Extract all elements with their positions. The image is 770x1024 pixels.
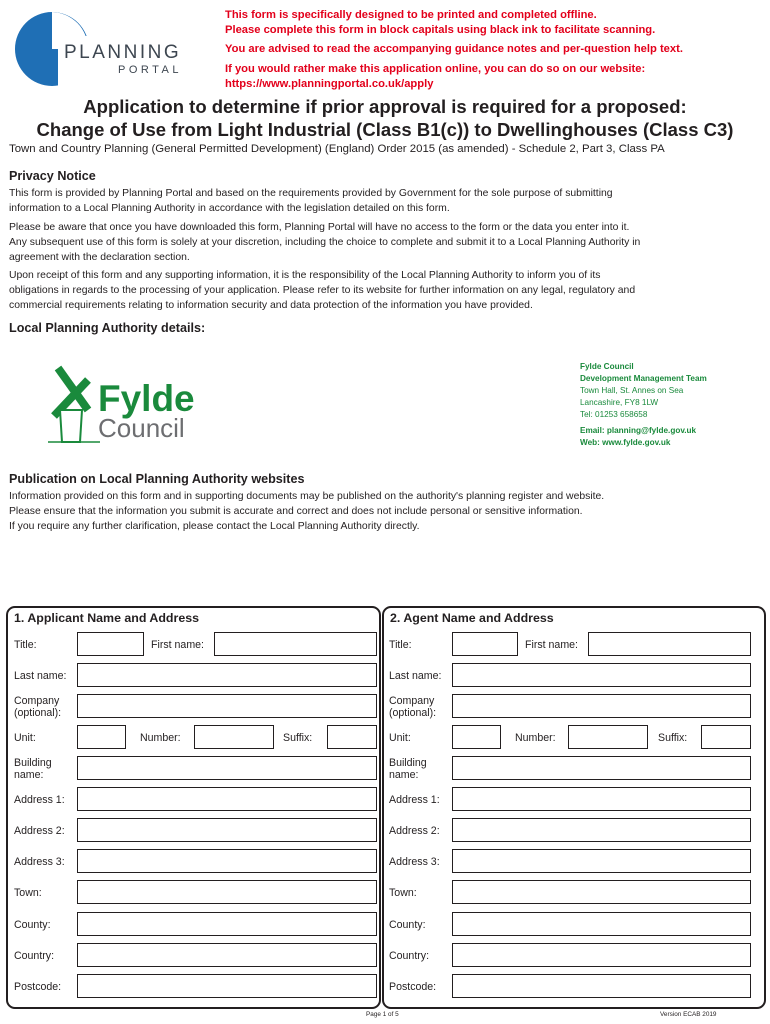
applicant-panel [6, 606, 381, 1009]
applicant-county-input[interactable] [77, 912, 377, 936]
applicant-last-name-label: Last name: [14, 670, 67, 682]
privacy-line-4: Any subsequent use of this form is solely at your discretion, including the choice to complete and submit it to a Local Planning Authority in [9, 237, 641, 248]
page-title-line2: Change of Use from Light Industrial (Class B1(c)) to Dwellinghouses (Class C3) [36, 119, 734, 140]
publication-line-2: Please ensure that the information you submit is accurate and correct and does not include personal or sensitive information. [9, 506, 583, 517]
agent-address1-label: Address 1: [389, 794, 440, 806]
lpa-contact-tel: Tel: 01253 658658 [580, 410, 648, 419]
agent-last-name-input[interactable] [452, 663, 751, 687]
agent-address1-input[interactable] [452, 787, 751, 811]
agent-country-label: Country: [389, 950, 430, 962]
applicant-company-optional-label: (optional): [14, 707, 62, 719]
logo-word-portal: PORTAL [118, 64, 182, 76]
agent-unit-input[interactable] [452, 725, 501, 749]
applicant-address1-label: Address 1: [14, 794, 65, 806]
agent-suffix-input[interactable] [701, 725, 751, 749]
agent-address3-input[interactable] [452, 849, 751, 873]
applicant-town-input[interactable] [77, 880, 377, 904]
privacy-heading: Privacy Notice [9, 169, 96, 183]
notice-online: If you would rather make this application online, you can do so on our website: [225, 63, 646, 75]
applicant-address2-label: Address 2: [14, 825, 65, 837]
applicant-company-input[interactable] [77, 694, 377, 718]
agent-unit-label: Unit: [389, 732, 411, 744]
applicant-company-label: Company [14, 695, 60, 707]
applicant-number-input[interactable] [194, 725, 274, 749]
agent-postcode-input[interactable] [452, 974, 751, 998]
applicant-country-input[interactable] [77, 943, 377, 967]
logo-word-planning: PLANNING [64, 42, 182, 63]
agent-number-label: Number: [515, 732, 556, 744]
applicant-county-label: County: [14, 919, 51, 931]
council-logo-word: Council [98, 413, 185, 443]
agent-address2-label: Address 2: [389, 825, 440, 837]
agent-number-input[interactable] [568, 725, 648, 749]
applicant-postcode-input[interactable] [77, 974, 377, 998]
applicant-address3-input[interactable] [77, 849, 377, 873]
agent-country-input[interactable] [452, 943, 751, 967]
agent-county-label: County: [389, 919, 426, 931]
lpa-contact-address1: Town Hall, St. Annes on Sea [580, 386, 684, 395]
applicant-suffix-input[interactable] [327, 725, 377, 749]
agent-address3-label: Address 3: [389, 856, 440, 868]
page-title-line1: Application to determine if prior approval is required for a proposed: [83, 96, 687, 117]
applicant-building-name-label: name: [14, 769, 44, 781]
privacy-line-8: commercial requirements relating to information security and data protection of the information you have provided. [9, 300, 533, 311]
lpa-contact-name: Fylde Council [580, 362, 634, 371]
agent-first-name-label: First name: [525, 639, 578, 651]
applicant-address2-input[interactable] [77, 818, 377, 842]
agent-title-input[interactable] [452, 632, 518, 656]
agent-heading: 2. Agent Name and Address [390, 611, 554, 625]
agent-building-name-label: name: [389, 769, 419, 781]
agent-building-input[interactable] [452, 756, 751, 780]
applicant-postcode-label: Postcode: [14, 981, 62, 993]
applicant-last-name-input[interactable] [77, 663, 377, 687]
applicant-suffix-label: Suffix: [283, 732, 313, 744]
lpa-heading: Local Planning Authority details: [9, 321, 206, 335]
page-number: Page 1 of 5 [366, 1011, 399, 1018]
lpa-contact-web[interactable]: Web: www.fylde.gov.uk [580, 438, 671, 447]
applicant-first-name-input[interactable] [214, 632, 377, 656]
privacy-line-2: information to a Local Planning Authority in accordance with the legislation detailed on this form. [9, 203, 450, 214]
publication-line-1: Information provided on this form and in supporting documents may be published on the authority's planning register and website. [9, 491, 605, 502]
privacy-line-5: agreement with the declaration section. [9, 252, 190, 263]
notice-offline: This form is specifically designed to be printed and completed offline. [225, 9, 597, 21]
applicant-town-label: Town: [14, 887, 42, 899]
privacy-line-6: Upon receipt of this form and any supporting information, it is the responsibility of the Local Planning Authority to inform you of its [9, 270, 601, 281]
applicant-first-name-label: First name: [151, 639, 204, 651]
applicant-country-label: Country: [14, 950, 55, 962]
agent-company-input[interactable] [452, 694, 751, 718]
applicant-title-label: Title: [14, 639, 37, 651]
applicant-unit-label: Unit: [14, 732, 36, 744]
agent-address2-input[interactable] [452, 818, 751, 842]
applicant-unit-input[interactable] [77, 725, 126, 749]
applicant-heading: 1. Applicant Name and Address [14, 611, 199, 625]
agent-company-label: Company [389, 695, 435, 707]
lpa-contact-team: Development Management Team [580, 374, 707, 383]
applicant-address3-label: Address 3: [14, 856, 65, 868]
planning-portal-logo [8, 8, 198, 88]
agent-postcode-label: Postcode: [389, 981, 437, 993]
applicant-title-input[interactable] [77, 632, 144, 656]
privacy-line-7: obligations in regards to the processing of your application. Please refer to its website for further information on any legal, regulatory and [9, 285, 636, 296]
publication-line-3: If you require any further clarification, please contact the Local Planning Authority directly. [9, 521, 420, 532]
agent-town-input[interactable] [452, 880, 751, 904]
agent-town-label: Town: [389, 887, 417, 899]
version-label: Version ECAB 2019 [660, 1011, 717, 1018]
notice-url: https://www.planningportal.co.uk/apply [225, 78, 434, 90]
notice-block-capitals: Please complete this form in block capitals using black ink to facilitate scanning. [225, 24, 656, 36]
agent-county-input[interactable] [452, 912, 751, 936]
agent-suffix-label: Suffix: [658, 732, 688, 744]
agent-title-label: Title: [389, 639, 412, 651]
agent-first-name-input[interactable] [588, 632, 751, 656]
lpa-contact-email[interactable]: Email: planning@fylde.gov.uk [580, 426, 697, 435]
applicant-address1-input[interactable] [77, 787, 377, 811]
applicant-building-input[interactable] [77, 756, 377, 780]
privacy-line-3: Please be aware that once you have downloaded this form, Planning Portal will have no access to the form or the data you enter into it. [9, 222, 630, 233]
applicant-building-label: Building [14, 757, 52, 769]
fylde-logo-word: Fylde [98, 378, 195, 419]
notice-guidance: You are advised to read the accompanying guidance notes and per-question help text. [225, 43, 683, 55]
publication-heading: Publication on Local Planning Authority websites [9, 472, 305, 486]
agent-panel [382, 606, 766, 1009]
fylde-council-logo [40, 362, 210, 444]
page-subtitle: Town and Country Planning (General Permitted Development) (England) Order 2015 (as amended) - Schedule 2, Part 3, Class PA [9, 143, 665, 155]
applicant-number-label: Number: [140, 732, 181, 744]
privacy-line-1: This form is provided by Planning Portal and based on the requirements provided by Government for the sole purpose of submitting [9, 188, 613, 199]
agent-company-optional-label: (optional): [389, 707, 437, 719]
agent-building-label: Building [389, 757, 427, 769]
lpa-contact-address2: Lancashire, FY8 1LW [580, 398, 659, 407]
agent-last-name-label: Last name: [389, 670, 442, 682]
